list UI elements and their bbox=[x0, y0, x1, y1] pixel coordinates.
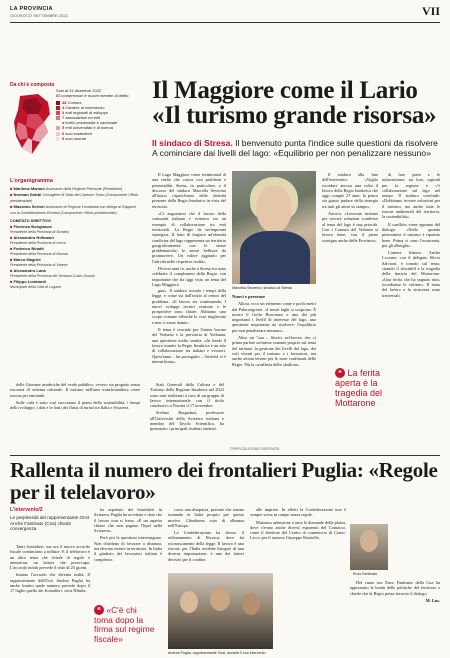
masthead-rule bbox=[10, 22, 440, 23]
org-entry: ■ Federico Binatti Presidente della Provincia di Novara bbox=[10, 246, 68, 256]
article1-column-1b: gua». Il sindaco ricorda i tempi della legge, e come sia dall'inizio al centro del problema. «Il lavoro sta continuando. I nuovi sviluppi tecnici esistono e le prospettive sono chiare. Abbiamo uno scopo comune affinché le cose migliorino e non ci siano danni». Il tema è cruciale per l'intero bacino del Verbano e la provincia di Verbania, una questione molto sentita. «In fondo il lavoro tramite la Regio Insubrica è un atto di collaborazione tra italiani e svizzeri. Quest'anno – ha proseguito – l'attività si è intensificata». bbox=[152, 288, 226, 364]
article1-column-2: Nuovi e presenze Allora, ecco un elemento come e pochi metri dal Palacongressi. «I nostri laghi si scoprono. È nostro il Golfo Borromeo e uno dei più importanti i livelli di interesse del lago, una questione importante da risolvere: l'equilibrio per non penalizzare nessuno». Altro un "sua – Storici sul-lavoro che ci prima parlare un'intesa comune proprio sul tema del turismo, la gestione dei livelli del lago, dei voli vissuti per il turismo e i lavoratori, ma anche alcuni terreni per le zone confinanti delle Regio. Più la cavalleria della «bulloni». bbox=[232, 294, 316, 367]
mayor-photo-caption: Marcella Severino, sindaco di Stresa bbox=[232, 286, 292, 290]
infographic-title: Da chi è composta bbox=[10, 82, 55, 88]
article2-pull-quote: “ «C'è chi toma dopo la firma sul regime fiscale» bbox=[94, 605, 155, 644]
conference-photo-caption: Andrea Puglia, rappresentante Ocst, durante il suo intervento bbox=[168, 651, 266, 655]
photo-subject-face bbox=[360, 530, 378, 552]
infographic-summary-1: Soci al 31 dicembre 2022 bbox=[56, 88, 102, 93]
legend-swatch bbox=[56, 116, 60, 120]
masthead bbox=[10, 6, 440, 20]
article2-headline: Rallenta il numero dei frontalieri Puglia: «Regole per il telelavoro» bbox=[10, 458, 438, 504]
legend-swatch bbox=[56, 132, 60, 136]
photo-person bbox=[210, 587, 230, 611]
legend-item: 4 Camere di commercio bbox=[56, 105, 136, 110]
article1-column-4: di fare piani e le infrastrutture, tra loro, capitali per la regione e c'è collaborazione sul lago nel tempo. Il sindaco conclude: «Dobbiamo trovare soluzioni per il turismo, ma anche tutte le risorse ambientali del territorio, la sostenibilità». Il conflitto viene appunto dal dialogo: «Nella sponda piemontese il turismo è ripartito bene. Prima ci sono l'economia, poi gli alberghi». Camera lettiera: Anche Locarno, con il delegato Silvio Salvioni, è tornato sul tema, citando il downhill e la tragedia della funivia del Mottarone: «Una ferita che ha segnato tutti, ricordiamo le vittime». Il tema del lavoro e la sicurezza sono trasversali. bbox=[382, 172, 440, 298]
regio-insubrica-map bbox=[10, 92, 54, 158]
legend-swatch bbox=[56, 137, 60, 141]
copyright-note: ©RIPRODUZIONE RISERVATA bbox=[230, 447, 280, 451]
legend-item: 5 enti universitari e di ricerca bbox=[56, 125, 136, 130]
mayor-photo bbox=[232, 171, 316, 284]
article1-bottom-left: delle Giornate insubriche del verde pubblico, ovvero sia progetto senza riscontri di sistema culturale. Il turismo nell'area transfrontaliera come risorsa per entrambi. Sulle città è stato così raccontato il piano della sostenibilità, i tempi dello sviluppo, i dati e le fonti dei flussi di turisti tra Italia e Svizzera. bbox=[10, 382, 140, 411]
article2-signature: M. Lus. bbox=[425, 597, 440, 603]
article2-kicker: L'intervento/2 bbox=[10, 507, 43, 513]
org-section: COMITATO DIRETTIVO bbox=[10, 219, 51, 223]
legend-item: 38 Comuni bbox=[56, 100, 136, 105]
fantinato-photo bbox=[350, 524, 388, 570]
section-rule bbox=[10, 455, 440, 456]
org-entry: ■ Filippo Lombardi Municipale della Città di Lugano bbox=[10, 279, 61, 289]
org-entry: ■ Massimo Sertori Assessore di Regione Lombardia con delega ai Rapporti con la Confederazione Elvetica (Componente Ufficio presidenziale) bbox=[10, 204, 136, 215]
legend-item: 7 associazioni ed enti bbox=[56, 115, 136, 120]
article2-standfirst: Le perplessità del rappresentante Ocst Anche Fantinato (Cna) chiede convergenza bbox=[10, 515, 89, 532]
article2-column-5: Del canto suo Enzo Fantinato della Cna ha apprezzato la bontà delle politiche del territorio e chiede che la Regio possa favorire il dialogo. M. Lus. bbox=[350, 580, 440, 603]
article2-column-2: ha aspettato dei frontalieri in Svizzera. Puglia ha accettato e dato che il lavoro non si frena. «È un aspetto chiave che non pagano l'Irpef nella Svizzera». Però poi le questioni intervengono. Non chiedono di lavorare a distanza, ma devono restare in territorio. In Italia il giudizio dei lavoratori italiani è complesso. bbox=[94, 507, 162, 562]
article1-column-1: Il Lago Maggiore come testimonial di una realtà che cresce con problemi e potenzialità. Stresa, in particolare, e il discorso del sindaco Marcella Severino all'inizio rispecchiano delle identità presente della Regio Insubrica in vista del territorio. «Ci auguriamo che il lavoro della comunità italiana e svizzera sia un esempio di collaborazione tra enti territoriali. La Regio da un'impronta strategica. Il fatto di forgiare un'identità condivisa del lago rappresenta un territorio geograficamente con le stesse problematiche, le stesse bellezze da promuovere. Un valore aggiunto per l'attività nelle rispettive realtà». Diversi anni fa, anche a Stresa era stato celebrato il compleanno della Regio, con importante che ha oggi visto un tema del Lago Maggiore. bbox=[152, 172, 226, 287]
org-entry: ■ Alessandro Lana Presidente della Provincia del Verbano-Cusio-Ossola bbox=[10, 268, 95, 278]
org-entry: ■ Marco Magrini Presidente della Provincia di Varese bbox=[10, 257, 68, 267]
organigramma-list bbox=[10, 186, 140, 290]
subheadline-lead: Il sindaco di Stresa. bbox=[152, 138, 233, 148]
newspaper-name: LA PROVINCIA bbox=[10, 6, 53, 12]
org-entry: ■ Florenzo Bongiasca Presidente della Provincia di Sondrio bbox=[10, 224, 69, 234]
legend-item: a livello provinciale e cantonale bbox=[62, 120, 118, 126]
article2-column-1: Tanti frontalieri, ma ora il nuovo accordo fiscale cominciano a influire. E il telelavoro è un altro tema che chiede di regole e attenzioni, un fattore che preoccupa. L'accordo infatti prevede il tetto di 25 giorni. Intanto l'accordo che diventa realtà. Il rappresentante dell'Ocst Andrea Puglia ha anche fornito quale numero prevede dopo il 17 luglio quello dei frontalieri, circa 80mila. bbox=[10, 544, 90, 594]
page-number: VII bbox=[421, 4, 440, 18]
article2-column-4: alle imprese. In effetti la Confederazione non è sempre scesa in campo senza regole. Massimo attenzione a tutte le domande della platea, dove c'erano anche diversi esponenti del Comasco, come il direttore del Centro di commercio di Como-Lecco per il turismo Giuseppe Rotatello. bbox=[250, 507, 346, 541]
article1-column-3: Il sindaco alla fine dell'intervento: «Voglio ricordare ancora una volta il lavoro della Regio Insubrica che oggi compie 27 anni. Io penso sia giusto parlare della sinergia tra tutti gli attori in campo». Ancora: «Lavorare insieme per trovare soluzioni condivise al tema del lago è una priorità. Con i Comuni del Verbano si lavora bene, con il pieno sostegno anche delle Province». bbox=[322, 172, 378, 243]
photo-subject-body bbox=[240, 231, 310, 284]
article1-pull-quote: “ La ferita aperta è la tragedia del Mottarone bbox=[335, 368, 383, 408]
quote-icon: “ bbox=[94, 605, 104, 615]
legend-item: 9 soci onorari bbox=[56, 136, 136, 141]
infographic-legend bbox=[56, 100, 136, 141]
org-entry: ■ Marilena Manani Assessore della Regione Piemonte (Presidente) bbox=[10, 186, 123, 191]
photo-person bbox=[242, 593, 260, 615]
legend-swatch bbox=[56, 126, 60, 130]
legend-item: 3 enti regionali di sviluppo bbox=[56, 110, 136, 115]
article1-headline: Il Maggiore come il Lario «Il turismo grande risorsa» bbox=[152, 77, 437, 129]
org-entry: ■ Norman Gobbi Consigliere di Stato del Cantone Ticino (Componente Ufficio presidenziale) bbox=[10, 192, 139, 203]
article2-column-3: corso una disaparsa, persone che stanno tornando in Italia proprio per questo motivo. Chiediamo voto di alleanza nell'Europa. La Confederazione ha deciso il rallentamento di Ricerca, dove fai riconoscimento della legge. Il lavoro è una risorsa, per l'Italia avrebbe bisogno di una diversa impostazione, è uno dei fattori decisivi per il confine. bbox=[168, 507, 244, 562]
photo-subject-face bbox=[256, 185, 292, 233]
issue-date: GIOVEDÌ 22 SETTEMBRE 2022 bbox=[10, 13, 68, 18]
conference-photo bbox=[168, 573, 273, 649]
infographic-summary-2: 83 comprensori e nuove membri di diritto bbox=[56, 93, 129, 98]
quote-icon: “ bbox=[335, 368, 345, 378]
org-entry: ■ Alessandro Hofmann Presidente della Provincia di Lecco bbox=[10, 235, 66, 245]
article1-bottom-mid: Stati Generali della Cultura e del Turismo della Regione Insubrica nel 2022 sono stati realizzati a cura di un gruppo di lavoro internazionale con il titolo conclusivo a Novara il 17 novembre. Stefano Bragadani, professore all'Università della Svizzera italiana e membro del Tavolo Scientifico, ha presentato i principali risultati ottenuti. bbox=[150, 382, 224, 432]
legend-item: 6 soci sostenitori bbox=[56, 131, 136, 136]
article1-subheadline bbox=[152, 138, 440, 158]
subheadline-text: Il benvenuto punta l'indice sulle questioni da risolvere A cominciare dai livelli del lago: «Equilibrio per non penalizzare nessuno» bbox=[152, 138, 438, 158]
organigramma-title: L'organigramma bbox=[10, 178, 53, 184]
fantinato-photo-caption: Enzo Fantinato bbox=[353, 572, 378, 576]
photo-person bbox=[180, 591, 198, 613]
